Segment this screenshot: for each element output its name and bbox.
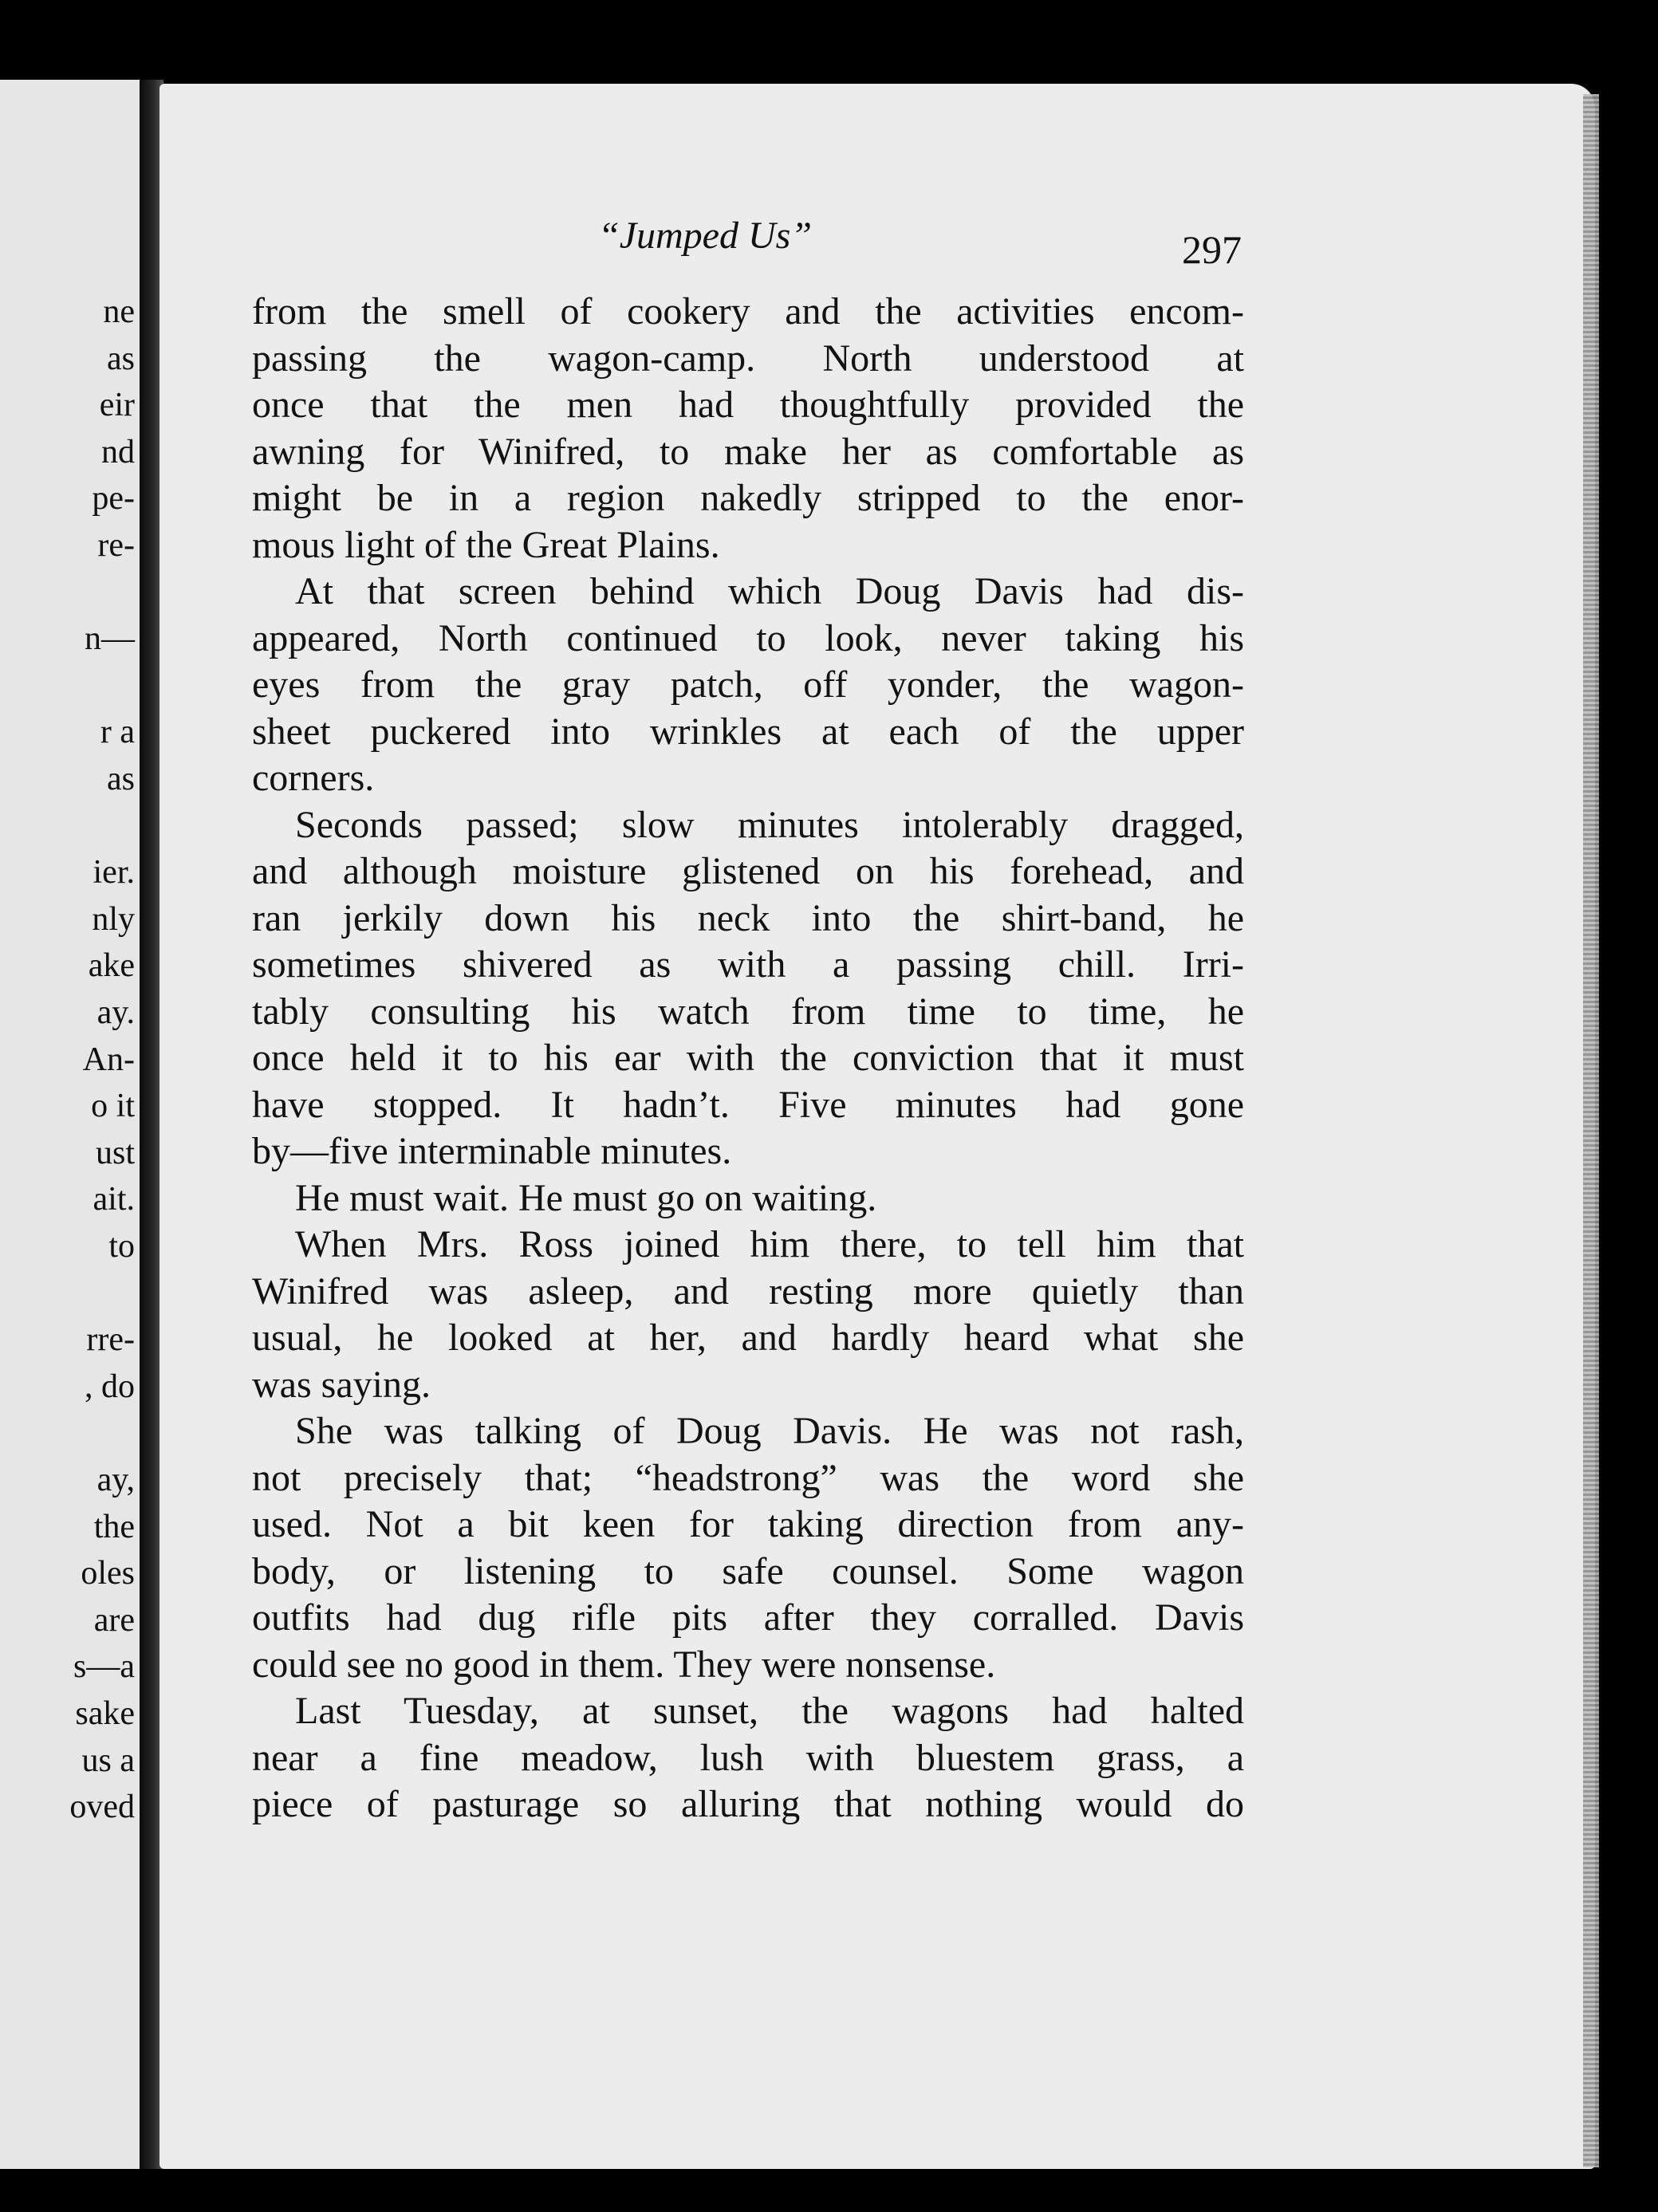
text-line: piece of pasturage so alluring that nothing would do: [252, 1783, 1244, 1825]
facing-page-line: as: [107, 761, 135, 797]
facing-page-fragment: [0, 80, 151, 2169]
text-line: and although moisture glistened on his forehead, and: [252, 850, 1244, 892]
facing-page-line: s—a: [73, 1648, 135, 1686]
facing-page-line: nly: [92, 900, 135, 938]
text-line: sheet puckered into wrinkles at each of the upper: [252, 710, 1244, 753]
facing-page-line: , do: [85, 1368, 135, 1405]
text-line: near a fine meadow, lush with bluestem grass, a: [252, 1736, 1244, 1779]
text-line: used. Not a bit keen for taking direction from any-: [252, 1503, 1244, 1545]
page-number: 297: [1182, 227, 1242, 272]
text-line: When Mrs. Ross joined him there, to tell him that: [295, 1223, 1244, 1265]
text-line: by—five interminable minutes.: [252, 1130, 732, 1172]
page-edge-stack: [1583, 94, 1599, 2167]
text-line: She was talking of Doug Davis. He was not rash,: [295, 1410, 1244, 1452]
facing-page-line: oles: [81, 1555, 135, 1592]
text-line: awning for Winifred, to make her as comfortable as: [252, 430, 1244, 473]
facing-page-line: An-: [82, 1041, 135, 1078]
text-line: corners.: [252, 757, 375, 799]
facing-page-line: eir: [99, 387, 135, 424]
facing-page-line: ier.: [93, 854, 135, 891]
text-line: At that screen behind which Doug Davis had dis-: [295, 570, 1244, 612]
text-line: might be in a region nakedly stripped to the enor-: [252, 477, 1244, 519]
facing-page-line: sake: [75, 1695, 135, 1732]
text-line: tably consulting his watch from time to time, he: [252, 990, 1244, 1033]
facing-page-line: ay,: [96, 1462, 135, 1498]
body-text: [252, 289, 1244, 1828]
text-line: usual, he looked at her, and hardly heard what she: [252, 1317, 1244, 1359]
text-line: have stopped. It hadn’t. Five minutes had gone: [252, 1083, 1244, 1126]
running-head: “Jumped Us”: [598, 215, 813, 257]
text-line: ran jerkily down his neck into the shirt-band, he: [252, 896, 1244, 939]
facing-page-line: as: [107, 340, 135, 377]
text-line: body, or listening to safe counsel. Some wagon: [252, 1549, 1244, 1592]
text-line: passing the wagon-camp. North understood at: [252, 337, 1244, 380]
facing-page-line: n—: [85, 620, 135, 658]
text-line: once held it to his ear with the conviction that it must: [252, 1037, 1244, 1079]
text-line: could see no good in them. They were nonsense.: [252, 1643, 996, 1686]
facing-page-line: nd: [101, 433, 135, 470]
facing-page-line: us a: [81, 1742, 135, 1779]
text-line: was saying.: [252, 1363, 431, 1406]
facing-page-line: to: [108, 1228, 135, 1265]
facing-page-line: ne: [103, 293, 135, 330]
text-line: appeared, North continued to look, never taking his: [252, 616, 1244, 659]
text-line: outfits had dug rifle pits after they corralled. Davis: [252, 1596, 1244, 1639]
text-line: Seconds passed; slow minutes intolerably dragged,: [295, 803, 1244, 846]
text-line: sometimes shivered as with a passing chill. Irri-: [252, 943, 1244, 986]
facing-page-line: re-: [97, 527, 135, 564]
facing-page-line: ake: [88, 947, 135, 985]
text-line: not precisely that; “headstrong” was the word she: [252, 1456, 1244, 1499]
facing-page-line: ust: [95, 1134, 135, 1171]
facing-page-line: pe-: [92, 480, 135, 518]
facing-page-line: are: [93, 1601, 135, 1639]
facing-page-line: o it: [91, 1088, 135, 1125]
text-line: eyes from the gray patch, off yonder, the wagon-: [252, 663, 1244, 706]
text-line: Winifred was asleep, and resting more quietly than: [252, 1269, 1244, 1313]
facing-page-line: oved: [69, 1789, 135, 1826]
facing-page-line: the: [93, 1508, 135, 1545]
facing-page-line: r a: [100, 714, 135, 751]
facing-page-line: rre-: [86, 1321, 135, 1359]
text-line: once that the men had thoughtfully provided the: [252, 384, 1244, 426]
text-line: Last Tuesday, at sunset, the wagons had halted: [295, 1690, 1244, 1732]
text-line: from the smell of cookery and the activities encom-: [252, 290, 1244, 333]
facing-page-line: ait.: [93, 1181, 135, 1218]
text-line: He must wait. He must go on waiting.: [295, 1176, 877, 1219]
text-line: mous light of the Great Plains.: [252, 523, 720, 566]
facing-page-line: ay.: [96, 994, 135, 1031]
